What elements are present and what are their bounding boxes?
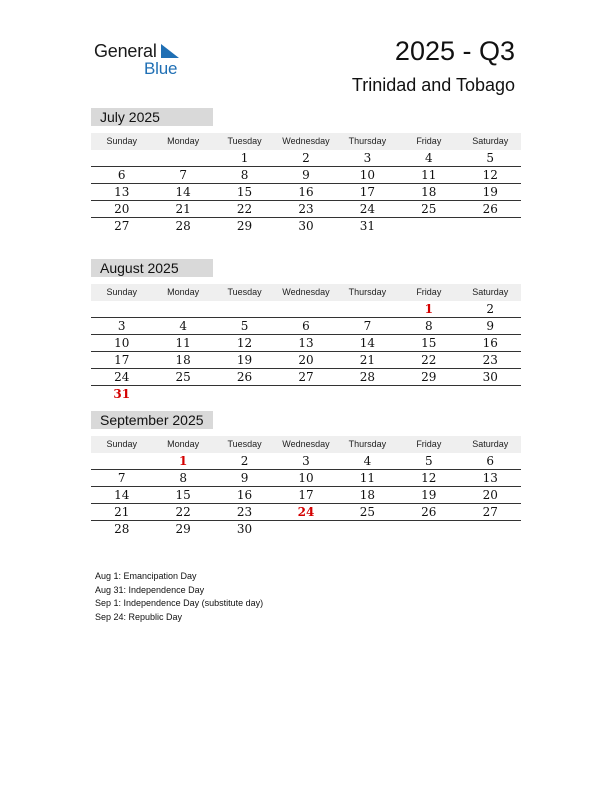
weekday-label: Friday <box>416 136 442 146</box>
calendar-date: 21 <box>359 353 376 367</box>
weekday-label: Tuesday <box>227 287 262 297</box>
calendar-date: 8 <box>425 319 433 333</box>
empty-cell <box>398 218 459 234</box>
empty-cell <box>91 150 152 166</box>
calendar-date: 12 <box>482 168 498 182</box>
calendar-date: 28 <box>175 219 191 233</box>
calendar-date: 7 <box>117 471 126 485</box>
calendar-date: 14 <box>114 488 130 502</box>
week-row <box>91 218 521 234</box>
weekday-label: Saturday <box>472 287 509 297</box>
calendar-date: 14 <box>175 185 191 199</box>
weekday-label: Thursday <box>348 287 387 297</box>
weekday-label: Monday <box>167 439 200 449</box>
calendar-date: 6 <box>486 454 495 468</box>
week-row <box>91 150 521 167</box>
week-row <box>91 301 521 318</box>
month-title: July 2025 <box>91 108 213 126</box>
weekday-label: Wednesday <box>282 287 330 297</box>
calendar-date: 27 <box>482 505 498 519</box>
empty-cell <box>91 301 152 317</box>
month-title: August 2025 <box>91 259 213 277</box>
weeks <box>91 453 521 537</box>
calendar-date: 11 <box>175 336 191 350</box>
week-row <box>91 167 521 184</box>
weekday-label: Wednesday <box>282 136 330 146</box>
calendar-date: 15 <box>175 488 191 502</box>
week-row <box>91 184 521 201</box>
calendar-date: 6 <box>302 319 310 333</box>
empty-cell <box>91 453 152 469</box>
week-row <box>91 453 521 470</box>
weeks <box>91 150 521 234</box>
weekday-label: Friday <box>416 439 442 449</box>
calendar-date: 22 <box>175 505 191 519</box>
calendar-date: 16 <box>482 336 498 350</box>
calendar-date: 5 <box>425 454 433 468</box>
week-row <box>91 487 521 504</box>
weekday-label: Saturday <box>472 136 509 146</box>
calendar-date: 26 <box>236 370 253 384</box>
calendar-date: 17 <box>114 353 130 367</box>
empty-cell <box>214 386 275 402</box>
calendar-date: 29 <box>421 370 437 384</box>
calendar-date: 4 <box>363 454 372 468</box>
calendar-date: 20 <box>482 488 498 502</box>
month-july <box>91 108 521 234</box>
calendar-date: 9 <box>302 168 310 182</box>
calendar-date: 10 <box>298 471 314 485</box>
calendar-date: 4 <box>425 151 433 165</box>
calendar-date: 17 <box>359 185 376 199</box>
calendar-date: 23 <box>298 202 314 216</box>
calendar-date: 15 <box>236 185 253 199</box>
weekday-label: Tuesday <box>227 136 262 146</box>
calendar-date: 29 <box>175 522 191 536</box>
empty-cell <box>152 386 213 402</box>
empty-cell <box>337 386 398 402</box>
calendar-date: 30 <box>482 370 498 384</box>
calendar-date: 21 <box>175 202 191 216</box>
empty-cell <box>152 301 213 317</box>
empty-cell <box>337 521 398 537</box>
logo-general-text: General <box>94 41 157 61</box>
empty-cell <box>398 521 459 537</box>
calendar-date: 26 <box>482 202 498 216</box>
calendar-date: 16 <box>236 488 253 502</box>
weekday-label: Saturday <box>472 439 509 449</box>
week-row <box>91 335 521 352</box>
calendar-date: 3 <box>363 151 372 165</box>
calendar-date: 31 <box>359 219 376 233</box>
week-row <box>91 504 521 521</box>
empty-cell <box>460 521 521 537</box>
calendar-date: 1 <box>240 151 249 165</box>
month-august <box>91 259 521 402</box>
calendar-date: 21 <box>114 505 130 519</box>
weekday-label: Friday <box>416 287 442 297</box>
month-title: September 2025 <box>91 411 213 429</box>
weekday-header-row <box>91 133 521 150</box>
calendar-date: 20 <box>114 202 130 216</box>
calendar-date: 8 <box>240 168 249 182</box>
calendar-date: 26 <box>421 505 437 519</box>
calendar-date: 2 <box>486 302 495 316</box>
calendar-date: 11 <box>421 168 437 182</box>
weekday-label: Sunday <box>106 439 137 449</box>
calendar-date: 30 <box>298 219 314 233</box>
calendar-date: 24 <box>359 202 376 216</box>
holiday-date: 31 <box>113 387 131 401</box>
calendar-date: 28 <box>114 522 130 536</box>
calendar-date: 19 <box>482 185 498 199</box>
calendar-date: 30 <box>236 522 253 536</box>
calendar-date: 23 <box>482 353 498 367</box>
week-row <box>91 369 521 386</box>
calendar-date: 16 <box>298 185 314 199</box>
calendar-date: 6 <box>117 168 126 182</box>
calendar-date: 25 <box>175 370 191 384</box>
logo-blue-text: Blue <box>144 59 178 78</box>
logo <box>94 41 194 81</box>
holiday-date: 1 <box>178 454 188 468</box>
calendar-date: 9 <box>486 319 495 333</box>
empty-cell <box>398 386 459 402</box>
calendar-date: 9 <box>240 471 249 485</box>
calendar-date: 25 <box>359 505 376 519</box>
calendar-date: 23 <box>236 505 253 519</box>
empty-cell <box>460 218 521 234</box>
calendar-date: 8 <box>179 471 187 485</box>
calendar-date: 4 <box>179 319 187 333</box>
calendar-date: 27 <box>298 370 314 384</box>
calendar-date: 13 <box>298 336 314 350</box>
weekday-header-row <box>91 284 521 301</box>
calendar-date: 12 <box>421 471 437 485</box>
weekday-label: Wednesday <box>282 439 330 449</box>
page-title: 2025 - Q3 <box>394 36 515 66</box>
weekday-label: Sunday <box>106 287 137 297</box>
holiday-note: Sep 24: Republic Day <box>95 611 183 622</box>
calendar-date: 18 <box>175 353 191 367</box>
calendar-date: 20 <box>298 353 314 367</box>
weekday-label: Monday <box>167 136 200 146</box>
calendar-date: 11 <box>359 471 376 485</box>
calendar-date: 12 <box>236 336 253 350</box>
calendar-date: 13 <box>482 471 498 485</box>
month-september <box>91 411 521 537</box>
calendar-date: 18 <box>359 488 376 502</box>
weekday-label: Tuesday <box>227 439 262 449</box>
empty-cell <box>275 301 336 317</box>
calendar-date: 29 <box>236 219 253 233</box>
calendar-date: 2 <box>302 151 310 165</box>
calendar-date: 19 <box>236 353 253 367</box>
week-row <box>91 386 521 402</box>
empty-cell <box>214 301 275 317</box>
calendar-date: 18 <box>421 185 437 199</box>
calendar-date: 7 <box>363 319 372 333</box>
calendar-date: 24 <box>114 370 130 384</box>
calendar-date: 22 <box>421 353 437 367</box>
calendar-date: 27 <box>114 219 130 233</box>
calendar-date: 10 <box>359 168 376 182</box>
weekday-label: Thursday <box>348 439 387 449</box>
calendar-date: 10 <box>114 336 130 350</box>
holiday-date: 1 <box>424 302 433 316</box>
calendar-date: 15 <box>421 336 437 350</box>
weekday-label: Monday <box>167 287 200 297</box>
holiday-date: 24 <box>297 505 315 519</box>
week-row <box>91 470 521 487</box>
week-row <box>91 521 521 537</box>
calendar-date: 7 <box>179 168 187 182</box>
calendar-date: 25 <box>421 202 437 216</box>
empty-cell <box>460 386 521 402</box>
calendar-date: 28 <box>359 370 376 384</box>
week-row <box>91 352 521 369</box>
calendar-date: 5 <box>486 151 495 165</box>
holiday-note: Aug 1: Emancipation Day <box>95 571 197 581</box>
weekday-label: Sunday <box>106 136 137 146</box>
empty-cell <box>275 386 336 402</box>
calendar-date: 22 <box>236 202 253 216</box>
empty-cell <box>337 301 398 317</box>
calendar-date: 14 <box>359 336 376 350</box>
weeks <box>91 301 521 402</box>
calendar-date: 5 <box>240 319 249 333</box>
logo-triangle-icon <box>161 44 179 60</box>
calendar-date: 13 <box>114 185 130 199</box>
calendar-date: 19 <box>421 488 437 502</box>
calendar-date: 2 <box>240 454 249 468</box>
week-row <box>91 318 521 335</box>
holiday-notes <box>95 570 263 624</box>
calendar-date: 3 <box>302 454 310 468</box>
empty-cell <box>152 150 213 166</box>
holiday-note: Sep 1: Independence Day (substitute day) <box>95 598 264 608</box>
empty-cell <box>275 521 336 537</box>
week-row <box>91 201 521 218</box>
weekday-label: Thursday <box>348 136 387 146</box>
country-name: Trinidad and Tobago <box>351 75 515 95</box>
holiday-note: Aug 31: Independence Day <box>95 584 205 595</box>
weekday-header-row <box>91 436 521 453</box>
calendar-date: 3 <box>117 319 126 333</box>
calendar-date: 17 <box>298 488 314 502</box>
